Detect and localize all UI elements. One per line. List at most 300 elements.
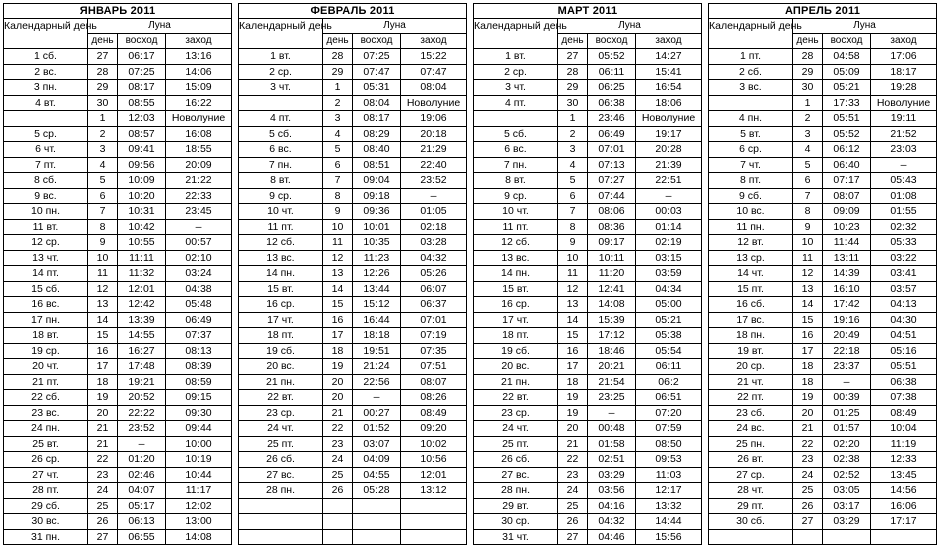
table-row (4, 157, 232, 173)
table-row (474, 142, 702, 158)
lunar-day-cell: 2 (323, 95, 353, 111)
calendar-day-cell: 7 пт. (4, 157, 88, 173)
table-row (239, 188, 467, 204)
lunar-day-cell: 5 (558, 173, 588, 189)
table-row (239, 49, 467, 65)
lunar-day-cell: 1 (323, 80, 353, 96)
table-row (709, 266, 937, 282)
table-row (4, 95, 232, 111)
table-row (239, 452, 467, 468)
moonrise-cell: – (118, 436, 166, 452)
table-row (709, 405, 937, 421)
calendar-day-cell: 18 вт. (4, 328, 88, 344)
table-row (239, 343, 467, 359)
moonrise-cell: 14:39 (823, 266, 871, 282)
moon-day-header: день (323, 34, 353, 49)
calendar-day-cell: 22 сб. (4, 390, 88, 406)
lunar-day-cell: 4 (323, 126, 353, 142)
moonrise-header: восход (823, 34, 871, 49)
moonset-cell (401, 498, 467, 514)
table-row (474, 514, 702, 530)
calendar-day-cell: 4 пн. (709, 111, 793, 127)
moonrise-header: восход (118, 34, 166, 49)
calendar-day-cell: 27 ср. (709, 467, 793, 483)
moonrise-cell: 22:22 (118, 405, 166, 421)
moonset-cell (401, 529, 467, 545)
moonrise-cell: 23:37 (823, 359, 871, 375)
lunar-day-cell: 20 (323, 390, 353, 406)
moonset-cell: 06:51 (636, 390, 702, 406)
moonrise-cell: 00:48 (588, 421, 636, 437)
table-row (4, 421, 232, 437)
moonset-cell: 14:27 (636, 49, 702, 65)
moonset-cell: 10:44 (166, 467, 232, 483)
moonrise-cell: 03:07 (353, 436, 401, 452)
moonset-cell: 15:22 (401, 49, 467, 65)
calendar-day-cell: 29 сб. (4, 498, 88, 514)
moonset-cell: 03:15 (636, 250, 702, 266)
calendar-day-cell: 27 чт. (4, 467, 88, 483)
moonset-cell: 22:40 (401, 157, 467, 173)
table-row (474, 188, 702, 204)
calendar-day-cell (4, 111, 88, 127)
lunar-day-cell (323, 529, 353, 545)
moonrise-cell: 07:44 (588, 188, 636, 204)
lunar-day-cell: 19 (88, 390, 118, 406)
moonrise-cell: 19:51 (353, 343, 401, 359)
calendar-day-cell: 15 сб. (4, 281, 88, 297)
moonset-cell: – (166, 219, 232, 235)
moonset-cell: 04:34 (636, 281, 702, 297)
table-row (474, 64, 702, 80)
lunar-day-cell: 6 (793, 173, 823, 189)
lunar-day-cell: 17 (558, 359, 588, 375)
lunar-day-cell: 30 (558, 95, 588, 111)
calendar-day-cell: 9 сб. (709, 188, 793, 204)
moonrise-cell: 07:47 (353, 64, 401, 80)
calendar-day-cell: 19 сб. (474, 343, 558, 359)
calendar-day-cell: 11 пт. (474, 219, 558, 235)
calendar-day-cell: 15 пт. (709, 281, 793, 297)
lunar-day-cell: 3 (88, 142, 118, 158)
lunar-day-cell: 29 (88, 80, 118, 96)
lunar-day-cell: 26 (88, 514, 118, 530)
calendar-day-cell: 13 чт. (4, 250, 88, 266)
moonset-cell: 08:13 (166, 343, 232, 359)
moonset-cell: 11:03 (636, 467, 702, 483)
table-row (709, 343, 937, 359)
moonrise-cell: 14:55 (118, 328, 166, 344)
lunar-day-cell: 24 (558, 483, 588, 499)
lunar-day-cell: 25 (793, 483, 823, 499)
lunar-day-cell: 23 (558, 467, 588, 483)
month-table (708, 3, 936, 542)
moonrise-cell (823, 529, 871, 545)
moonset-cell: 00:57 (166, 235, 232, 251)
calendar-day-cell: 5 сб. (474, 126, 558, 142)
moonrise-cell: 09:17 (588, 235, 636, 251)
calendar-day-cell: 9 ср. (239, 188, 323, 204)
moonset-cell: 20:18 (401, 126, 467, 142)
calendar-day-cell: 2 вс. (4, 64, 88, 80)
moonset-cell: 21:22 (166, 173, 232, 189)
lunar-day-cell: 14 (793, 297, 823, 313)
lunar-day-cell: 8 (558, 219, 588, 235)
calendar-day-cell: 30 вс. (4, 514, 88, 530)
moonrise-cell: 11:23 (353, 250, 401, 266)
lunar-day-cell: 17 (88, 359, 118, 375)
lunar-day-cell: 18 (88, 374, 118, 390)
calendar-day-cell: 31 пн. (4, 529, 88, 545)
table-row (239, 95, 467, 111)
lunar-day-cell: 28 (793, 49, 823, 65)
moonset-cell: 01:14 (636, 219, 702, 235)
moonset-cell: 13:00 (166, 514, 232, 530)
lunar-day-cell: 21 (88, 436, 118, 452)
table-row (474, 467, 702, 483)
calendar-day-cell: 24 вс. (709, 421, 793, 437)
moonset-cell: 08:04 (401, 80, 467, 96)
table-row (4, 235, 232, 251)
moonrise-cell: 09:36 (353, 204, 401, 220)
table-row (709, 312, 937, 328)
calendar-day-cell: 12 ср. (4, 235, 88, 251)
month-title: АПРЕЛЬ 2011 (709, 4, 937, 19)
lunar-day-cell: 29 (323, 64, 353, 80)
table-row (239, 250, 467, 266)
moonrise-cell: 10:11 (588, 250, 636, 266)
moonrise-cell (353, 514, 401, 530)
calendar-day-cell: 17 пн. (4, 312, 88, 328)
lunar-day-cell: 2 (88, 126, 118, 142)
lunar-day-cell: 18 (793, 374, 823, 390)
table-row (4, 142, 232, 158)
table-row (4, 359, 232, 375)
table-row (709, 483, 937, 499)
lunar-day-cell: 20 (88, 405, 118, 421)
moonset-cell: 20:28 (636, 142, 702, 158)
lunar-day-cell: 12 (558, 281, 588, 297)
moonset-cell: 13:32 (636, 498, 702, 514)
table-row (4, 49, 232, 65)
moonset-cell: 21:52 (871, 126, 937, 142)
moonrise-cell: 05:17 (118, 498, 166, 514)
moonrise-cell: 10:31 (118, 204, 166, 220)
table-row (474, 374, 702, 390)
lunar-day-cell: 27 (558, 529, 588, 545)
moonrise-cell: 06:55 (118, 529, 166, 545)
lunar-day-cell: 24 (88, 483, 118, 499)
calendar-day-cell: 20 ср. (709, 359, 793, 375)
calendar-day-cell: 24 чт. (474, 421, 558, 437)
lunar-day-cell: 8 (88, 219, 118, 235)
moonset-cell: 12:02 (166, 498, 232, 514)
lunar-day-cell: 7 (558, 204, 588, 220)
table-row (474, 436, 702, 452)
table-row (474, 452, 702, 468)
moonset-cell: – (401, 188, 467, 204)
moonset-cell: 14:56 (871, 483, 937, 499)
table-row (474, 235, 702, 251)
calendar-day-cell: 15 вт. (239, 281, 323, 297)
moonset-cell: 01:05 (401, 204, 467, 220)
lunar-day-cell: 9 (793, 219, 823, 235)
lunar-day-cell: 26 (323, 483, 353, 499)
lunar-day-cell: 19 (558, 390, 588, 406)
calendar-day-cell: 24 пн. (4, 421, 88, 437)
moonrise-cell: 22:56 (353, 374, 401, 390)
moon-day-header: день (88, 34, 118, 49)
calendar-day-cell: 8 пт. (709, 173, 793, 189)
moonrise-cell: 04:46 (588, 529, 636, 545)
calendar-day-cell: 21 пн. (239, 374, 323, 390)
moonset-cell: 08:59 (166, 374, 232, 390)
moonset-cell: 04:13 (871, 297, 937, 313)
moon-table (708, 3, 937, 545)
table-row (239, 467, 467, 483)
table-row (474, 266, 702, 282)
calendar-day-cell: 12 сб. (239, 235, 323, 251)
lunar-day-cell: 16 (88, 343, 118, 359)
table-row (709, 188, 937, 204)
lunar-day-cell: 16 (323, 312, 353, 328)
table-row (239, 328, 467, 344)
moonset-cell: 16:54 (636, 80, 702, 96)
calendar-day-cell: 6 чт. (4, 142, 88, 158)
calendar-day-cell: 6 вс. (474, 142, 558, 158)
moonrise-cell: 19:21 (118, 374, 166, 390)
moonrise-cell: 12:01 (118, 281, 166, 297)
table-row (709, 64, 937, 80)
table-row (709, 49, 937, 65)
month-table (473, 3, 701, 542)
lunar-day-cell: 13 (323, 266, 353, 282)
moonrise-cell: 21:54 (588, 374, 636, 390)
calendar-day-cell: 31 чт. (474, 529, 558, 545)
moonset-cell: 08:39 (166, 359, 232, 375)
calendar-day-cell: 8 сб. (4, 173, 88, 189)
table-row (474, 80, 702, 96)
lunar-day-cell: 27 (793, 514, 823, 530)
calendar-day-header: Календарный день (4, 19, 88, 49)
calendar-day-cell (239, 95, 323, 111)
calendar-day-cell: 10 вс. (709, 204, 793, 220)
calendar-day-cell: 13 ср. (709, 250, 793, 266)
lunar-day-cell: 8 (323, 188, 353, 204)
lunar-day-cell: 13 (793, 281, 823, 297)
lunar-day-cell: 16 (793, 328, 823, 344)
moonset-cell: 02:19 (636, 235, 702, 251)
moonrise-cell: 11:44 (823, 235, 871, 251)
calendar-day-cell: 17 вс. (709, 312, 793, 328)
moonset-cell: 05:38 (636, 328, 702, 344)
lunar-day-cell: 18 (793, 359, 823, 375)
lunar-day-cell: 19 (558, 405, 588, 421)
moonset-cell: 09:44 (166, 421, 232, 437)
moonset-cell: Новолуние (401, 95, 467, 111)
moonset-cell: Новолуние (871, 95, 937, 111)
calendar-day-cell: 5 вт. (709, 126, 793, 142)
lunar-day-cell: 21 (793, 421, 823, 437)
calendar-day-cell: 17 чт. (474, 312, 558, 328)
lunar-day-cell: 25 (323, 467, 353, 483)
lunar-day-cell: 11 (793, 250, 823, 266)
calendar-day-cell: 25 пт. (474, 436, 558, 452)
table-row (4, 111, 232, 127)
lunar-day-cell: 29 (793, 64, 823, 80)
moonset-cell: 07:47 (401, 64, 467, 80)
lunar-day-cell: 3 (323, 111, 353, 127)
lunar-day-cell: 22 (558, 452, 588, 468)
moonset-cell: 03:22 (871, 250, 937, 266)
lunar-day-cell: 23 (323, 436, 353, 452)
moonrise-cell: 06:11 (588, 64, 636, 80)
moonrise-cell: 06:17 (118, 49, 166, 65)
table-row (474, 390, 702, 406)
moonset-cell: 05:21 (636, 312, 702, 328)
moonrise-cell: 10:20 (118, 188, 166, 204)
moonset-cell: 19:11 (871, 111, 937, 127)
calendar-day-cell: 7 чт. (709, 157, 793, 173)
moonset-cell: 08:07 (401, 374, 467, 390)
moonrise-cell: 08:51 (353, 157, 401, 173)
moonrise-cell: 20:21 (588, 359, 636, 375)
moonrise-cell: 05:09 (823, 64, 871, 80)
table-row (239, 436, 467, 452)
lunar-day-cell: 20 (558, 421, 588, 437)
moonrise-cell: 08:40 (353, 142, 401, 158)
moonset-cell: 06:07 (401, 281, 467, 297)
calendar-day-cell: 1 сб. (4, 49, 88, 65)
moonset-cell: 21:39 (636, 157, 702, 173)
moonset-cell: 02:10 (166, 250, 232, 266)
moonrise-cell: 08:57 (118, 126, 166, 142)
moonrise-cell: 20:49 (823, 328, 871, 344)
table-row (709, 111, 937, 127)
lunar-day-cell: 4 (88, 157, 118, 173)
moonset-cell: 10:19 (166, 452, 232, 468)
table-row (474, 343, 702, 359)
moon-header: Луна (793, 19, 937, 34)
moonset-cell: 06:2 (636, 374, 702, 390)
table-row (709, 359, 937, 375)
moonrise-cell: 01:58 (588, 436, 636, 452)
moonrise-cell: 05:31 (353, 80, 401, 96)
table-row (474, 529, 702, 545)
moon-table (473, 3, 702, 545)
table-row (709, 514, 937, 530)
calendar-day-cell: 14 чт. (709, 266, 793, 282)
moonrise-cell: 01:57 (823, 421, 871, 437)
table-row (239, 421, 467, 437)
moonrise-header: восход (353, 34, 401, 49)
moonset-cell: 11:17 (166, 483, 232, 499)
moonset-cell: 17:17 (871, 514, 937, 530)
lunar-day-cell: 30 (88, 95, 118, 111)
moonset-cell: 09:53 (636, 452, 702, 468)
calendar-day-cell: 16 вс. (4, 297, 88, 313)
moonrise-cell: 01:20 (118, 452, 166, 468)
moonrise-cell: 08:07 (823, 188, 871, 204)
moonset-cell: 05:43 (871, 173, 937, 189)
moonset-cell: 20:09 (166, 157, 232, 173)
calendar-day-cell: 3 чт. (239, 80, 323, 96)
table-row (239, 204, 467, 220)
table-row (474, 405, 702, 421)
moonset-cell: 22:51 (636, 173, 702, 189)
calendar-day-cell: 22 вт. (474, 390, 558, 406)
lunar-day-cell: 11 (323, 235, 353, 251)
calendar-day-cell: 6 вс. (239, 142, 323, 158)
moonset-cell: 08:49 (871, 405, 937, 421)
lunar-day-cell: 12 (323, 250, 353, 266)
table-row (474, 173, 702, 189)
moonset-cell: 05:26 (401, 266, 467, 282)
calendar-day-cell: 21 пт. (4, 374, 88, 390)
table-row (239, 126, 467, 142)
moonrise-cell: 21:24 (353, 359, 401, 375)
calendar-day-cell: 5 сб. (239, 126, 323, 142)
moonrise-cell: 05:21 (823, 80, 871, 96)
table-row (239, 142, 467, 158)
lunar-day-cell: 19 (793, 390, 823, 406)
moonset-cell: 04:30 (871, 312, 937, 328)
table-row (474, 157, 702, 173)
moonset-cell: Новолуние (166, 111, 232, 127)
calendar-day-cell: 26 сб. (474, 452, 558, 468)
table-row (474, 204, 702, 220)
moonset-cell: 21:29 (401, 142, 467, 158)
calendar-day-cell: 8 вт. (474, 173, 558, 189)
lunar-day-cell: 14 (88, 312, 118, 328)
moonset-cell: 14:44 (636, 514, 702, 530)
moonset-cell: 06:11 (636, 359, 702, 375)
table-row (4, 390, 232, 406)
calendar-day-cell: 28 пт. (4, 483, 88, 499)
table-row (4, 467, 232, 483)
lunar-day-cell: 19 (323, 359, 353, 375)
moonset-cell: 07:35 (401, 343, 467, 359)
calendar-day-cell: 29 пт. (709, 498, 793, 514)
moonrise-cell: 07:13 (588, 157, 636, 173)
lunar-day-cell: 15 (558, 328, 588, 344)
moonset-cell: 05:48 (166, 297, 232, 313)
moonset-cell: 07:01 (401, 312, 467, 328)
calendar-day-cell (239, 498, 323, 514)
moonrise-cell: 04:16 (588, 498, 636, 514)
lunar-day-cell: 15 (793, 312, 823, 328)
calendar-day-cell: 27 вс. (474, 467, 558, 483)
table-row (709, 436, 937, 452)
moon-day-header: день (558, 34, 588, 49)
moonrise-cell: 11:20 (588, 266, 636, 282)
lunar-day-cell: 6 (88, 188, 118, 204)
table-row (239, 173, 467, 189)
lunar-day-cell: 13 (88, 297, 118, 313)
lunar-day-cell: 7 (793, 188, 823, 204)
moonset-cell: 03:59 (636, 266, 702, 282)
moonrise-cell: 01:52 (353, 421, 401, 437)
moonrise-cell: 19:16 (823, 312, 871, 328)
lunar-day-cell: 22 (793, 436, 823, 452)
calendar-day-cell: 12 сб. (474, 235, 558, 251)
calendar-day-cell: 9 вс. (4, 188, 88, 204)
lunar-day-cell (323, 498, 353, 514)
moonset-cell: 18:17 (871, 64, 937, 80)
lunar-day-cell: 28 (88, 64, 118, 80)
lunar-day-cell: 10 (323, 219, 353, 235)
moonset-cell: 04:32 (401, 250, 467, 266)
